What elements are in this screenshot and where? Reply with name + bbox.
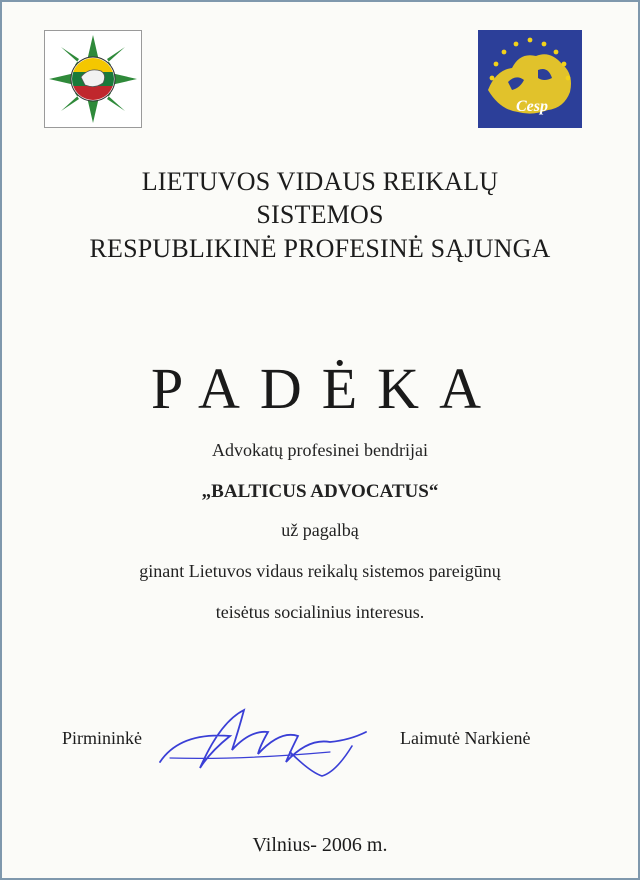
certificate-title: PADĖKA <box>151 356 501 421</box>
org-name-line-3: RESPUBLIKINĖ PROFESINĖ SĄJUNGA <box>89 234 551 263</box>
reason-line-1: už pagalbą <box>281 520 359 540</box>
place-and-date: Vilnius- 2006 m. <box>252 834 388 856</box>
reason-line-2: ginant Lietuvos vidaus reikalų sistemos pareigūnų <box>139 561 501 581</box>
reason-line-3: teisėtus socialinius interesus. <box>215 602 425 622</box>
org-name-line-1: LIETUVOS VIDAUS REIKALŲ <box>141 167 499 196</box>
handwritten-signature-icon <box>140 702 390 782</box>
signatory-role: Pirmininkė <box>62 728 142 748</box>
org-name-line-2: SISTEMOS <box>256 200 384 229</box>
recipient-intro: Advokatų profesinei bendrijai <box>212 440 428 460</box>
recipient-name: „BALTICUS ADVOCATUS“ <box>201 481 439 502</box>
lithuanian-union-emblem-icon <box>44 30 142 128</box>
cesp-europe-logo-icon <box>478 30 582 128</box>
cesp-logo-text: Cesp <box>516 98 548 115</box>
signatory-name: Laimutė Narkienė <box>400 728 531 748</box>
